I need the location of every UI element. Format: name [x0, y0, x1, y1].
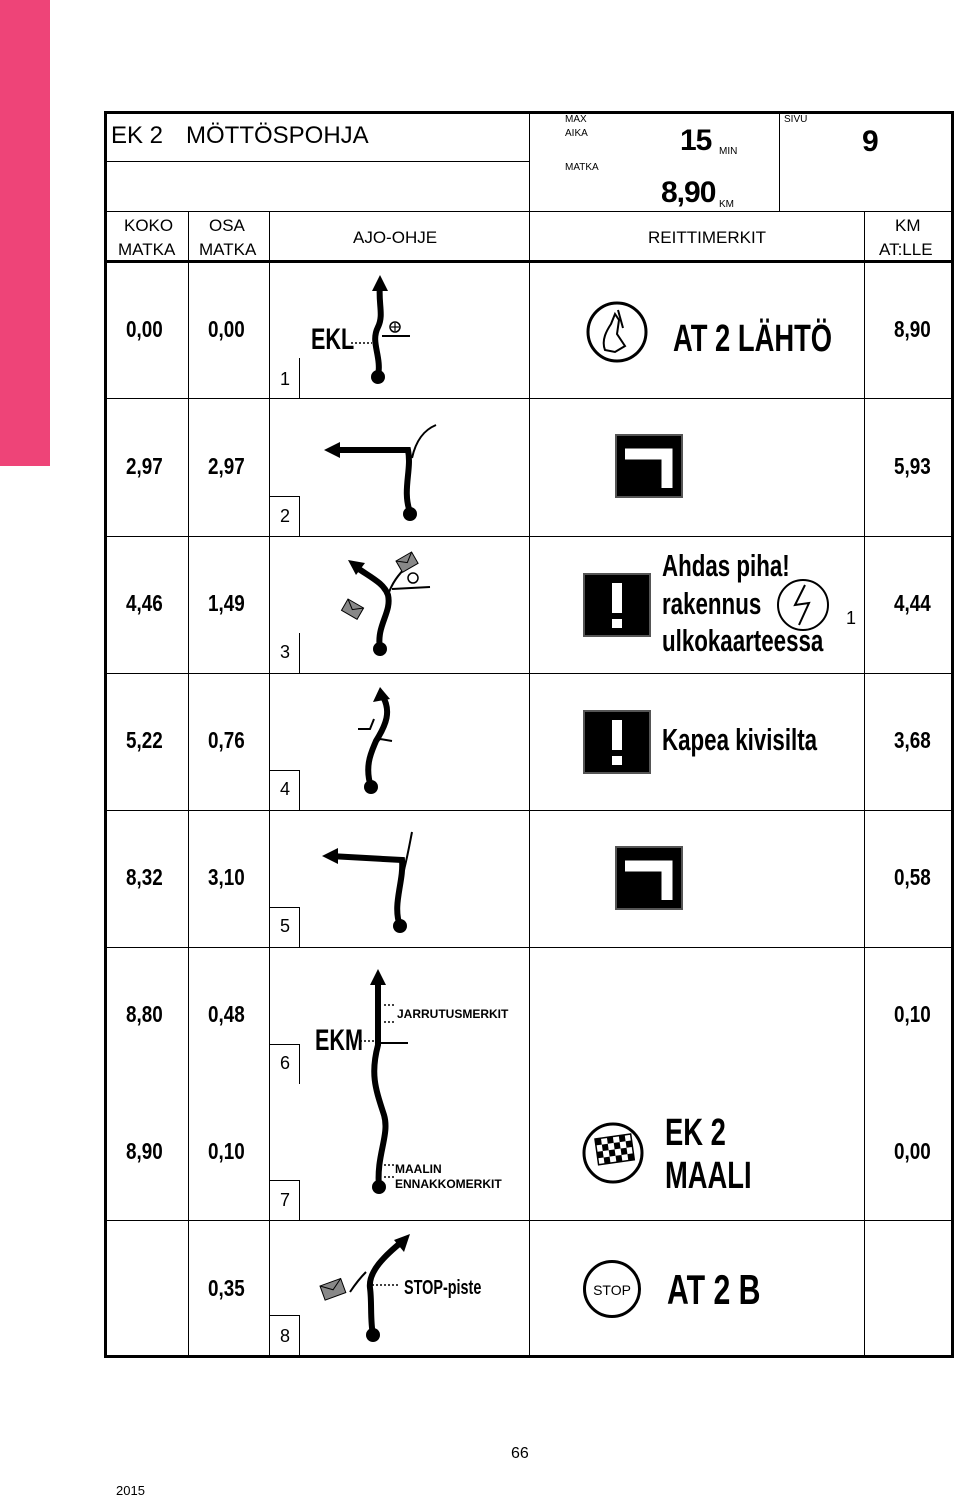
tulip-diagram-row-4 — [340, 685, 420, 795]
finish-flag-icon — [581, 1121, 645, 1185]
row-number-box-top — [269, 1180, 299, 1181]
col-km-2: AT:LLE — [879, 240, 933, 259]
stage-name: MÖTTÖSPOHJA — [186, 122, 369, 149]
year-label: 2015 — [116, 1483, 145, 1498]
row-number-box-top — [269, 770, 299, 771]
aika-label: AIKA — [565, 128, 588, 139]
warning-sign-icon — [583, 710, 651, 774]
km-remaining-cell: 0,10 — [894, 1001, 931, 1027]
row-number-box-top — [269, 496, 299, 497]
koko-matka-cell: 2,97 — [126, 453, 163, 479]
column-line — [188, 211, 189, 1355]
column-line — [529, 114, 530, 1355]
stop-point-label: STOP-piste — [404, 1277, 482, 1299]
koko-matka-cell: 5,22 — [126, 727, 163, 753]
row-number-box — [299, 633, 300, 673]
koko-matka-cell: 0,00 — [126, 316, 163, 342]
osa-matka-cell: 0,48 — [208, 1001, 245, 1027]
row-number-box — [299, 1315, 300, 1355]
danger-lightning-icon — [775, 577, 831, 633]
koko-matka-cell: 8,32 — [126, 864, 163, 890]
row-number: 4 — [280, 779, 291, 799]
km-remaining-cell: 8,90 — [894, 316, 931, 342]
ekl-label: EKL — [311, 323, 355, 356]
warning-text-line-1: Ahdas piha! — [662, 548, 790, 583]
time-unit: MIN — [719, 146, 738, 157]
row-number: 8 — [280, 1326, 291, 1346]
osa-matka-cell: 3,10 — [208, 864, 245, 890]
row-number-box — [299, 770, 300, 810]
hand-signal-icon — [585, 300, 649, 364]
danger-grade: 1 — [846, 608, 857, 628]
row-separator — [107, 810, 951, 811]
distance-value: 8,90 — [661, 176, 716, 209]
page-number: 66 — [511, 1445, 529, 1462]
row-number-box-top — [269, 907, 299, 908]
ekm-label: EKM — [315, 1024, 364, 1057]
row-number-box-top — [269, 1044, 299, 1045]
matka-label: MATKA — [565, 162, 599, 173]
column-line — [779, 114, 780, 211]
koko-matka-cell: 8,80 — [126, 1001, 163, 1027]
finish-text-line-2: MAALI — [665, 1155, 752, 1197]
col-ajo-ohje: AJO-OHJE — [353, 228, 438, 247]
distance-unit: KM — [719, 199, 734, 210]
km-remaining-cell: 4,44 — [894, 590, 931, 616]
tulip-diagram-row-3 — [340, 545, 450, 660]
row-number: 7 — [280, 1190, 291, 1210]
row-number-box — [299, 907, 300, 947]
col-koko-1: KOKO — [124, 216, 174, 235]
row-separator — [107, 398, 951, 399]
column-line — [864, 211, 865, 1355]
tulip-diagram-row-2 — [320, 420, 450, 520]
col-osa-1: OSA — [209, 216, 245, 235]
row-number: 3 — [280, 642, 291, 662]
km-remaining-cell: 3,68 — [894, 727, 931, 753]
osa-matka-cell: 0,76 — [208, 727, 245, 753]
finish-text-line-1: EK 2 — [665, 1112, 726, 1154]
col-koko-2: MATKA — [118, 240, 176, 259]
max-label: MAX — [565, 114, 587, 125]
stop-sign-icon — [583, 1260, 641, 1318]
warning-text-line-2: rakennus — [662, 586, 762, 621]
koko-matka-cell: 8,90 — [126, 1138, 163, 1164]
koko-matka-cell: 4,46 — [126, 590, 163, 616]
km-remaining-cell: 0,58 — [894, 864, 931, 890]
warning-text-line-3: ulkokaarteessa — [662, 623, 824, 658]
braking-sign-label: JARRUTUSMERKIT — [397, 1007, 509, 1021]
warning-text: Kapea kivisilta — [662, 722, 818, 757]
col-osa-2: MATKA — [199, 240, 257, 259]
row-number: 1 — [280, 369, 291, 389]
turn-sign-icon — [615, 846, 683, 910]
row-separator — [107, 673, 951, 674]
osa-matka-cell: 1,49 — [208, 590, 245, 616]
warning-sign-icon — [583, 573, 651, 637]
sivu-label: SIVU — [784, 114, 808, 125]
side-color-tab — [0, 0, 50, 466]
row-separator — [107, 1220, 951, 1221]
reittimerkki-text: AT 2 LÄHTÖ — [673, 318, 833, 360]
header-divider — [107, 161, 529, 162]
row-separator — [107, 536, 951, 537]
row-number-box — [299, 496, 300, 536]
finish-advance-label-2: ENNAKKOMERKIT — [395, 1177, 502, 1191]
km-remaining-cell: 0,00 — [894, 1138, 931, 1164]
osa-matka-cell: 0,00 — [208, 316, 245, 342]
km-remaining-cell: 5,93 — [894, 453, 931, 479]
row-number-box-top — [269, 1315, 299, 1316]
column-line — [269, 211, 270, 1355]
col-km-1: KM — [895, 216, 921, 235]
osa-matka-cell: 0,10 — [208, 1138, 245, 1164]
turn-sign-icon — [615, 434, 683, 498]
max-time-value: 15 — [680, 124, 712, 157]
stop-sign-text: STOP — [593, 1282, 631, 1298]
tulip-diagram-row-5 — [318, 830, 448, 935]
osa-matka-cell: 2,97 — [208, 453, 245, 479]
row-number: 2 — [280, 506, 291, 526]
osa-matka-cell: 0,35 — [208, 1275, 245, 1301]
col-reittimerkit: REITTIMERKIT — [648, 228, 767, 247]
row-number: 6 — [280, 1053, 291, 1073]
row-number: 5 — [280, 916, 291, 936]
finish-advance-label-1: MAALIN — [395, 1162, 442, 1176]
at2b-text: AT 2 B — [667, 1266, 761, 1313]
stage-title: EK 2 — [111, 122, 164, 149]
row-separator — [107, 947, 951, 948]
page-value: 9 — [862, 125, 878, 158]
